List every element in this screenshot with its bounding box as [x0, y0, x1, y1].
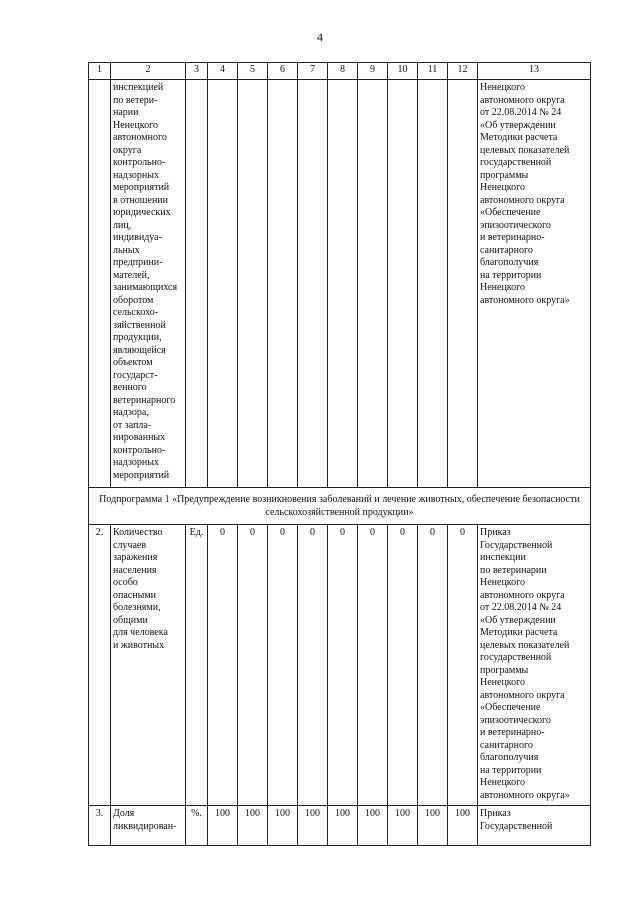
value-cell: 0 [328, 525, 358, 806]
unit-cell: Ед. [186, 525, 208, 806]
table-row-continued [89, 80, 591, 488]
row-number-cell [89, 80, 111, 488]
value-cell [448, 80, 478, 488]
value-cell: 100 [328, 806, 358, 846]
row-number: 3. [89, 806, 111, 846]
col-header: 1 [89, 63, 111, 80]
value-cell: 0 [298, 525, 328, 806]
col-header: 2 [111, 63, 186, 80]
value-cell: 0 [388, 525, 418, 806]
indicator-name: инспекцией по ветери- нарии Ненецкого автономного округа контрольно- надзорных мероприятий в отношении юридических лиц, индивидуа- льных предприни- мателей, занимающихся оборотом сельскохо- зяйственной продукции, являющейся объектом государст- венного ветеринарного надзора, от запла- нированных контрольно- надзорных мероприятий [111, 80, 186, 488]
col-header: 10 [388, 63, 418, 80]
value-cell: 0 [238, 525, 268, 806]
row-number: 2. [89, 525, 111, 806]
col-header: 13 [478, 63, 591, 80]
indicator-name: Количество случаев заражения населения особо опасными болезнями, общими для человека и животных [111, 525, 186, 806]
unit-cell [186, 80, 208, 488]
source-document: Приказ Государственной [478, 806, 591, 846]
value-cell [268, 80, 298, 488]
subprogram-title: Подпрограмма 1 «Предупреждение возникновения заболеваний и лечение животных, обеспечение безопасности сельскохозяйственной продукции» [89, 488, 591, 525]
col-header: 5 [238, 63, 268, 80]
col-header: 9 [358, 63, 388, 80]
value-cell: 0 [418, 525, 448, 806]
value-cell [238, 80, 268, 488]
value-cell [418, 80, 448, 488]
value-cell: 100 [238, 806, 268, 846]
source-document: Приказ Государственной инспекции по ветеринарии Ненецкого автономного округа от 22.08.2014 № 24 «Об утверждении Методики расчета целевых показателей государственной программы Ненецкого автономного округа «Обеспечение эпизоотического и ветеринарно- санитарного благополучия на территории Ненецкого автономного округа» [478, 525, 591, 806]
column-number-row [89, 63, 591, 80]
value-cell: 100 [358, 806, 388, 846]
value-cell: 100 [388, 806, 418, 846]
col-header: 3 [186, 63, 208, 80]
value-cell: 100 [208, 806, 238, 846]
value-cell: 0 [448, 525, 478, 806]
value-cell: 0 [268, 525, 298, 806]
value-cell: 100 [448, 806, 478, 846]
col-header: 4 [208, 63, 238, 80]
value-cell: 100 [298, 806, 328, 846]
col-header: 11 [418, 63, 448, 80]
subprogram-row [89, 488, 591, 525]
value-cell [208, 80, 238, 488]
value-cell: 0 [208, 525, 238, 806]
source-document: Ненецкого автономного округа от 22.08.2014 № 24 «Об утверждении Методики расчета целевых показателей государственной программы Ненецкого автономного округа «Обеспечение эпизоотического и ветеринарно- санитарного благополучия на территории Ненецкого автономного округа» [478, 80, 591, 488]
col-header: 12 [448, 63, 478, 80]
col-header: 8 [328, 63, 358, 80]
page-number: 4 [317, 30, 323, 44]
value-cell [298, 80, 328, 488]
indicator-name: Доля ликвидирован- [111, 806, 186, 846]
col-header: 6 [268, 63, 298, 80]
table-row [89, 806, 591, 846]
value-cell: 100 [418, 806, 448, 846]
table-row [89, 525, 591, 806]
value-cell: 0 [358, 525, 388, 806]
value-cell [358, 80, 388, 488]
indicators-table [88, 62, 591, 846]
value-cell: 100 [268, 806, 298, 846]
col-header: 7 [298, 63, 328, 80]
value-cell [388, 80, 418, 488]
value-cell [328, 80, 358, 488]
unit-cell: %. [186, 806, 208, 846]
